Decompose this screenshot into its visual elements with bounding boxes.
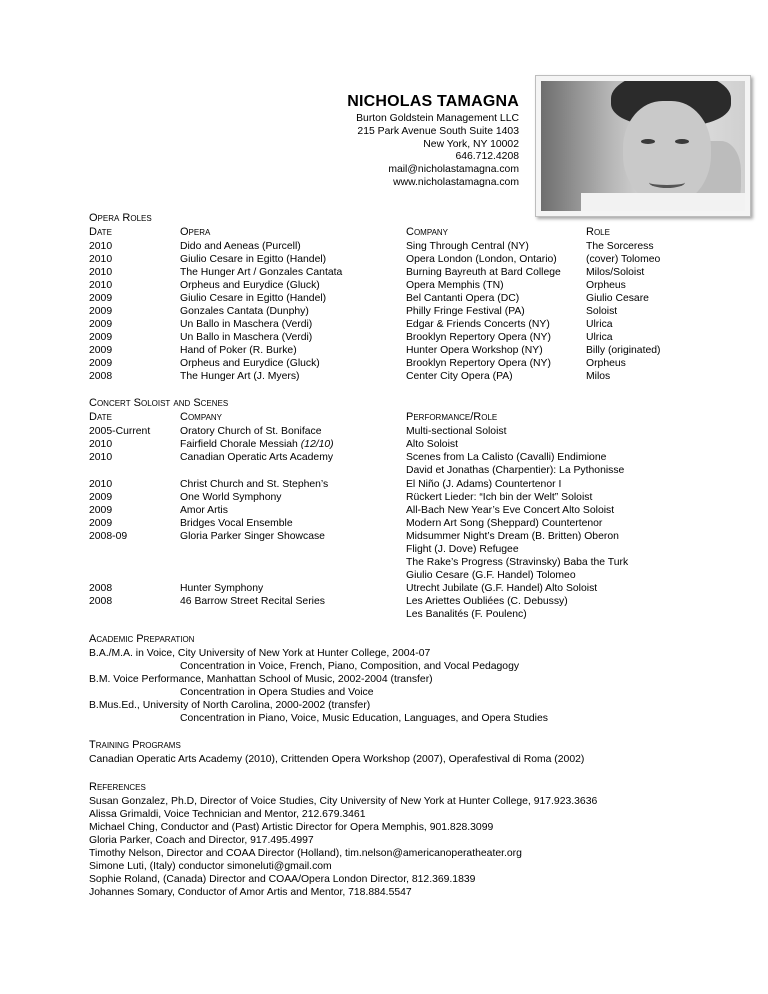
row-company: Opera London (London, Ontario) [406, 254, 557, 265]
row-performance: Flight (J. Dove) Refugee [406, 544, 519, 555]
row-performance: Les Banalités (F. Poulenc) [406, 609, 527, 620]
row-company: Center City Opera (PA) [406, 371, 513, 382]
reference-entry: Michael Ching, Conductor and (Past) Artistic Director for Opera Memphis, 901.828.3099 [89, 822, 494, 833]
row-date: 2010 [89, 280, 113, 291]
col-company-header: Company [180, 411, 223, 423]
row-opera: Un Ballo in Maschera (Verdi) [180, 319, 313, 330]
row-role: Milos/Soloist [586, 267, 645, 278]
concert-heading: Concert Soloist and Scenes [89, 397, 229, 409]
row-date: 2008 [89, 371, 113, 382]
academic-degree: B.M. Voice Performance, Manhattan School of Music, 2002-2004 (transfer) [89, 674, 433, 685]
row-company: Philly Fringe Festival (PA) [406, 306, 525, 317]
row-date: 2010 [89, 254, 113, 265]
row-company: Edgar & Friends Concerts (NY) [406, 319, 550, 330]
reference-entry: Alissa Grimaldi, Voice Technician and Mentor, 212.679.3461 [89, 809, 366, 820]
references-heading: References [89, 781, 146, 793]
row-company: Christ Church and St. Stephen’s [180, 479, 329, 490]
row-opera: Un Ballo in Maschera (Verdi) [180, 332, 313, 343]
row-date: 2008-09 [89, 531, 128, 542]
row-date: 2010 [89, 479, 113, 490]
row-performance: The Rake’s Progress (Stravinsky) Baba the Turk [406, 557, 629, 568]
row-company: Amor Artis [180, 505, 228, 516]
row-opera: Giulio Cesare in Egitto (Handel) [180, 254, 327, 265]
row-date: 2009 [89, 505, 113, 516]
row-opera: Dido and Aeneas (Purcell) [180, 241, 301, 252]
row-performance: Les Ariettes Oubliées (C. Debussy) [406, 596, 568, 607]
row-company: Brooklyn Repertory Opera (NY) [406, 358, 551, 369]
row-company: Gloria Parker Singer Showcase [180, 531, 325, 542]
row-date: 2009 [89, 293, 113, 304]
row-date: 2010 [89, 241, 113, 252]
training-programs-text: Canadian Operatic Arts Academy (2010), Crittenden Opera Workshop (2007), Operafestival di Roma (2002) [89, 754, 585, 765]
row-company: Hunter Symphony [180, 583, 264, 594]
row-date: 2009 [89, 518, 113, 529]
email-address[interactable]: mail@nicholastamagna.com [388, 164, 519, 176]
row-performance: Midsummer Night’s Dream (B. Britten) Oberon [406, 531, 619, 542]
reference-entry: Timothy Nelson, Director and COAA Director (Holland), tim.nelson@americanoperatheater.org [89, 848, 522, 859]
col-performance-header: Performance/Role [406, 411, 498, 423]
row-opera: Giulio Cesare in Egitto (Handel) [180, 293, 327, 304]
row-date: 2009 [89, 345, 113, 356]
row-date: 2008 [89, 583, 113, 594]
row-role: Ulrica [586, 332, 613, 343]
phone-number: 646.712.4208 [455, 151, 519, 163]
row-role: Orpheus [586, 358, 626, 369]
row-role: Ulrica [586, 319, 613, 330]
reference-entry: Gloria Parker, Coach and Director, 917.495.4997 [89, 835, 314, 846]
row-company: Oratory Church of St. Boniface [180, 426, 322, 437]
row-date: 2009 [89, 306, 113, 317]
row-date: 2009 [89, 358, 113, 369]
reference-entry: Simone Luti, (Italy) conductor simoneluti@gmail.com [89, 861, 332, 872]
academic-degree: B.A./M.A. in Voice, City University of New York at Hunter College, 2004-07 [89, 648, 431, 659]
website-link[interactable]: www.nicholastamagna.com [393, 176, 519, 188]
row-date: 2008 [89, 596, 113, 607]
candidate-name: NICHOLAS TAMAGNA [347, 93, 519, 110]
row-company: 46 Barrow Street Recital Series [180, 596, 325, 607]
row-date: 2010 [89, 452, 113, 463]
opera-roles-heading: Opera Roles [89, 212, 152, 224]
row-performance: Alto Soloist [406, 439, 458, 450]
row-opera: Orpheus and Eurydice (Gluck) [180, 280, 320, 291]
row-company: Opera Memphis (TN) [406, 280, 504, 291]
row-performance: Multi-sectional Soloist [406, 426, 507, 437]
row-date: 2009 [89, 492, 113, 503]
row-performance: David et Jonathas (Charpentier): La Pythonisse [406, 465, 625, 476]
row-role: Orpheus [586, 280, 626, 291]
row-date: 2005-Current [89, 426, 151, 437]
row-role: Giulio Cesare [586, 293, 649, 304]
row-performance: Giulio Cesare (G.F. Handel) Tolomeo [406, 570, 576, 581]
row-date: 2010 [89, 267, 113, 278]
row-company: Bridges Vocal Ensemble [180, 518, 293, 529]
headshot-image [541, 81, 745, 211]
headshot-photo [535, 75, 751, 217]
row-company: Sing Through Central (NY) [406, 241, 529, 252]
row-opera: The Hunger Art / Gonzales Cantata [180, 267, 343, 278]
row-company: Burning Bayreuth at Bard College [406, 267, 561, 278]
academic-concentration: Concentration in Opera Studies and Voice [180, 687, 374, 698]
row-company: One World Symphony [180, 492, 282, 503]
row-company: Fairfield Chorale Messiah (12/10) [180, 439, 334, 450]
reference-entry: Susan Gonzalez, Ph.D, Director of Voice Studies, City University of New York at Hunter College, 917.923.3636 [89, 796, 598, 807]
row-opera: Gonzales Cantata (Dunphy) [180, 306, 309, 317]
row-performance: Rückert Lieder: “Ich bin der Welt” Soloist [406, 492, 593, 503]
row-role: Milos [586, 371, 611, 382]
row-performance: All-Bach New Year’s Eve Concert Alto Soloist [406, 505, 615, 516]
row-role: The Sorceress [586, 241, 654, 252]
row-role: Soloist [586, 306, 618, 317]
row-role: Billy (originated) [586, 345, 661, 356]
row-opera: The Hunger Art (J. Myers) [180, 371, 300, 382]
col-date-header: Date [89, 226, 112, 238]
address-line-1: 215 Park Avenue South Suite 1403 [357, 125, 519, 137]
col-company-header: Company [406, 226, 449, 238]
academic-degree: B.Mus.Ed., University of North Carolina, 2000-2002 (transfer) [89, 700, 371, 711]
academic-concentration: Concentration in Voice, French, Piano, Composition, and Vocal Pedagogy [180, 661, 520, 672]
address-line-2: New York, NY 10002 [423, 138, 519, 150]
academic-concentration: Concentration in Piano, Voice, Music Education, Languages, and Opera Studies [180, 713, 548, 724]
col-date-header: Date [89, 411, 112, 423]
reference-entry: Sophie Roland, (Canada) Director and COAA/Opera London Director, 812.369.1839 [89, 874, 476, 885]
row-date: 2009 [89, 332, 113, 343]
row-performance: Modern Art Song (Sheppard) Countertenor [406, 518, 603, 529]
reference-entry: Johannes Somary, Conductor of Amor Artis and Mentor, 718.884.5547 [89, 887, 412, 898]
row-performance: El Niño (J. Adams) Countertenor I [406, 479, 562, 490]
row-performance: Utrecht Jubilate (G.F. Handel) Alto Soloist [406, 583, 598, 594]
row-company: Hunter Opera Workshop (NY) [406, 345, 543, 356]
training-heading: Training Programs [89, 739, 181, 751]
row-opera: Orpheus and Eurydice (Gluck) [180, 358, 320, 369]
row-company: Canadian Operatic Arts Academy [180, 452, 334, 463]
academic-heading: Academic Preparation [89, 633, 195, 645]
col-opera-header: Opera [180, 226, 211, 238]
management-line: Burton Goldstein Management LLC [356, 113, 519, 124]
row-company-note: (12/10) [300, 439, 334, 450]
row-opera: Hand of Poker (R. Burke) [180, 345, 297, 356]
row-company: Bel Cantanti Opera (DC) [406, 293, 520, 304]
row-company: Brooklyn Repertory Opera (NY) [406, 332, 551, 343]
contact-header [347, 92, 519, 190]
row-date: 2009 [89, 319, 113, 330]
row-date: 2010 [89, 439, 113, 450]
row-performance: Scenes from La Calisto (Cavalli) Endimione [406, 452, 607, 463]
row-role: (cover) Tolomeo [586, 254, 661, 265]
col-role-header: Role [586, 226, 610, 238]
